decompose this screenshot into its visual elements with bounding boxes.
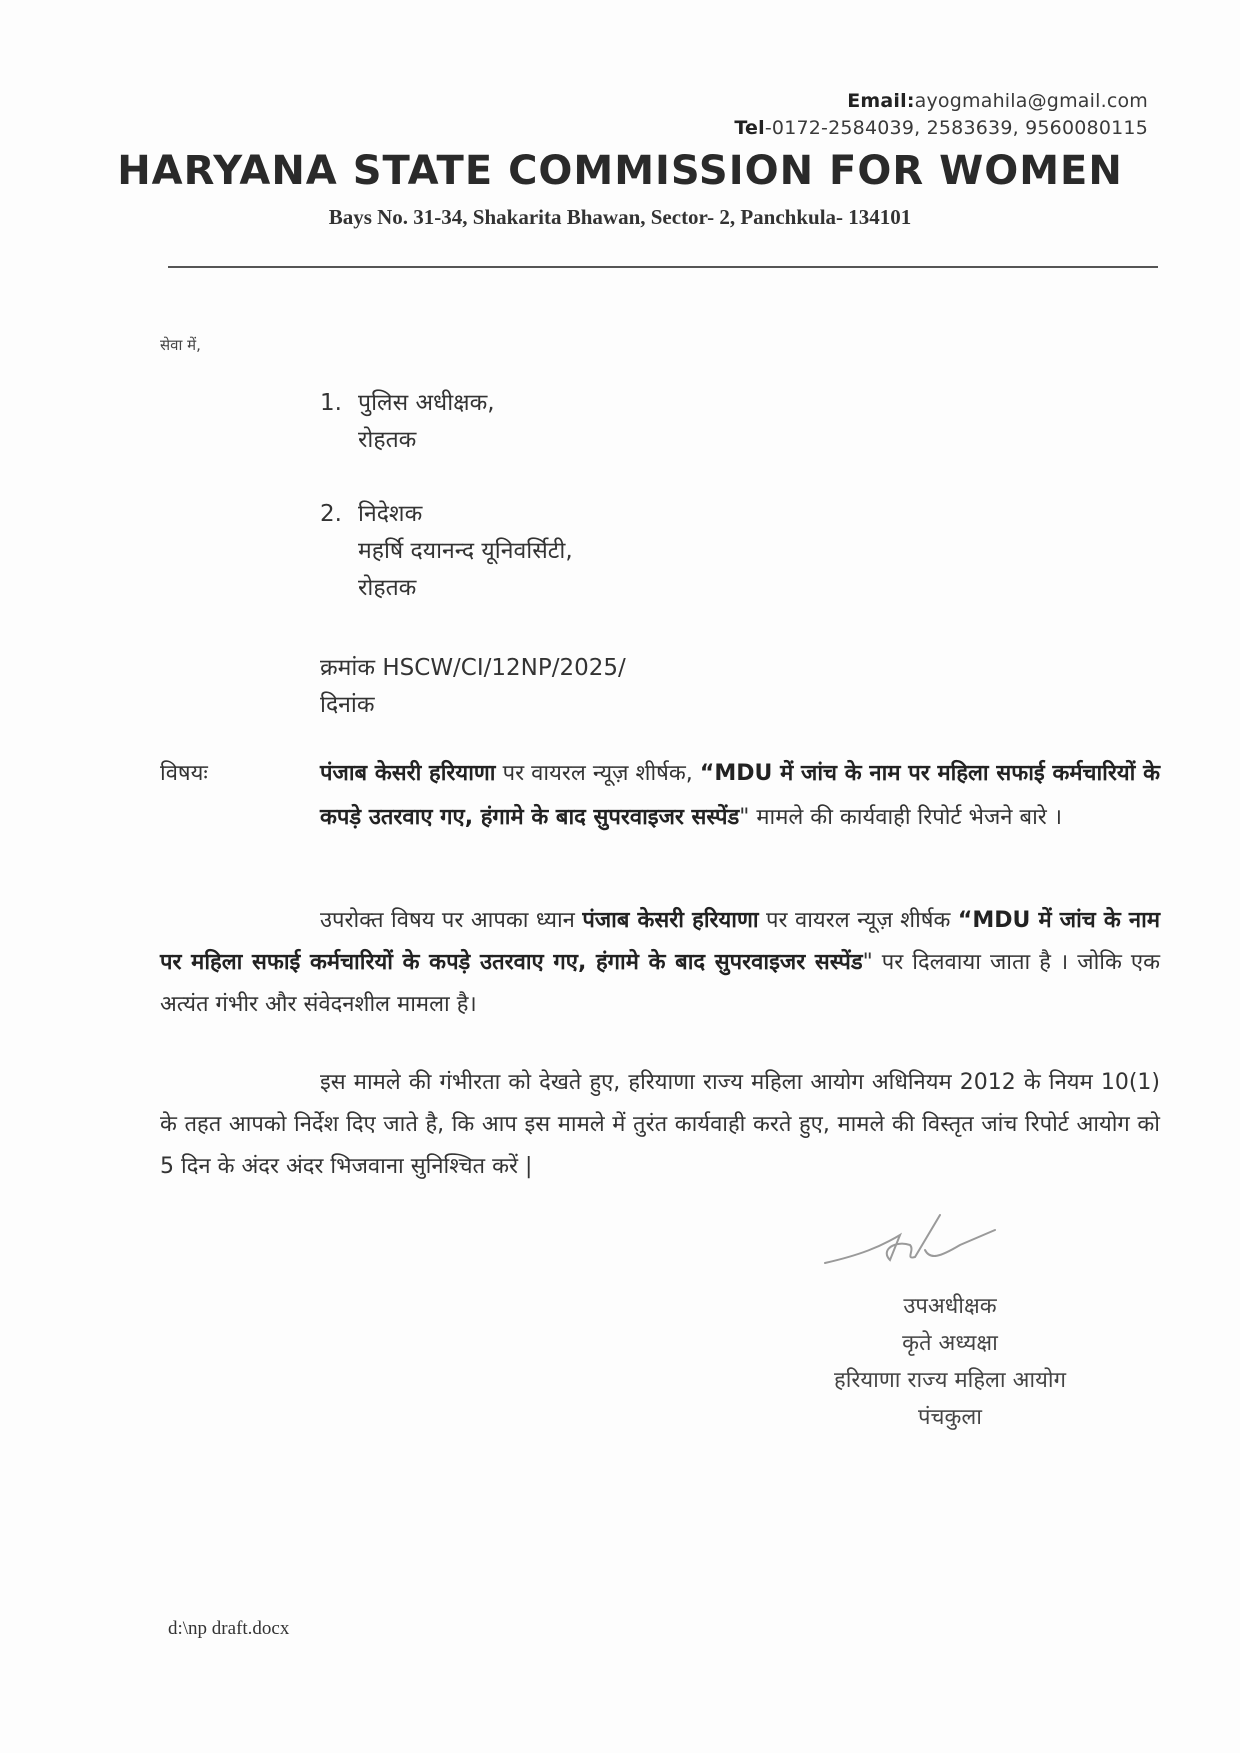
- email-label: Email:: [847, 90, 915, 112]
- body-newspaper: पंजाब केसरी हरियाणा: [582, 908, 759, 933]
- recipient-line: रोहतक: [358, 575, 417, 601]
- recipient-line: पुलिस अधीक्षक,: [358, 390, 495, 416]
- body-text: इस मामले की गंभीरता को देखते हुए, हरियाणा राज्य महिला आयोग अधिनियम 2012 के नियम 10(1) के तहत आपको निर्देश दिए जाते है, कि आप इस मामले में तुरंत कार्यवाही करते हुए, मामले की विस्तृत जांच रिपोर्ट आयोग को 5 दिन के अंदर अंदर भिजवाना सुनिश्चित करें |: [160, 1070, 1160, 1179]
- organization-title: HARYANA STATE COMMISSION FOR WOMEN: [117, 148, 1123, 194]
- signatory-organization: हरियाणा राज्य महिला आयोग: [834, 1368, 1066, 1393]
- contact-info: [734, 88, 1148, 142]
- header-divider: [168, 266, 1158, 268]
- tel-label: Tel: [734, 117, 765, 139]
- subject-label: विषयः: [160, 761, 208, 786]
- subject-text: [320, 752, 1160, 840]
- subject-block: [160, 752, 1160, 840]
- reference-block: [320, 650, 626, 724]
- body-text: पर वायरल न्यूज़ शीर्षक: [758, 908, 958, 933]
- signatory-place: पंचकुला: [918, 1405, 982, 1430]
- signatory-designation: उपअधीक्षक: [903, 1294, 997, 1319]
- email-line: [734, 88, 1148, 115]
- signatory-for: कृते अध्यक्षा: [902, 1331, 998, 1356]
- signature-block: [740, 1288, 1160, 1436]
- recipient-line: रोहतक: [358, 427, 417, 453]
- recipient-number: 1.: [320, 390, 342, 416]
- reference-number-value: HSCW/CI/12NP/2025/: [382, 655, 626, 681]
- body-paragraph-2: [160, 1062, 1160, 1188]
- date-line: [320, 687, 626, 724]
- date-label: दिनांक: [320, 692, 375, 718]
- body-headline: “MDU में जांच के नाम पर महिला सफाई कर्मचारियों के कपड़े उतरवाए गए, हंगामे के बाद सुपरवाइजर सस्पेंड: [160, 908, 1160, 975]
- recipient-line: निदेशक: [358, 501, 423, 527]
- subject-newspaper: पंजाब केसरी हरियाणा: [320, 761, 496, 786]
- body-paragraph-1: [160, 900, 1160, 1026]
- email-address: ayogmahila@gmail.com: [914, 90, 1148, 112]
- body-text: उपरोक्त विषय पर आपका ध्यान: [320, 908, 583, 933]
- subject-text-part: " मामले की कार्यवाही रिपोर्ट भेजने बारे ।: [739, 805, 1063, 830]
- subject-headline: “MDU में जांच के नाम पर महिला सफाई कर्मचारियों के कपड़े उतरवाए गए, हंगामे के बाद सुपरवाइजर सस्पेंड: [320, 761, 1160, 830]
- recipient-number: 2.: [320, 501, 342, 527]
- reference-number-line: [320, 650, 626, 687]
- salutation: सेवा में,: [160, 336, 201, 354]
- subject-text-part: पर वायरल न्यूज़ शीर्षक,: [495, 761, 700, 786]
- signature-icon: [820, 1205, 1000, 1285]
- tel-line: [734, 115, 1148, 142]
- recipient-1: [320, 385, 573, 459]
- reference-number-label: क्रमांक: [320, 655, 376, 681]
- recipient-list: [320, 385, 573, 644]
- organization-address: Bays No. 31-34, Shakarita Bhawan, Sector- 2, Panchkula- 134101: [328, 205, 912, 229]
- body-text: " पर दिलवाया जाता है । जोकि एक अत्यंत गंभीर और संवेदनशील मामला है।: [160, 950, 1160, 1017]
- file-path-footer: d:\np draft.docx: [168, 1618, 290, 1639]
- recipient-line: महर्षि दयानन्द यूनिवर्सिटी,: [358, 538, 573, 564]
- tel-numbers: -0172-2584039, 2583639, 9560080115: [764, 117, 1148, 139]
- recipient-2: [320, 496, 573, 607]
